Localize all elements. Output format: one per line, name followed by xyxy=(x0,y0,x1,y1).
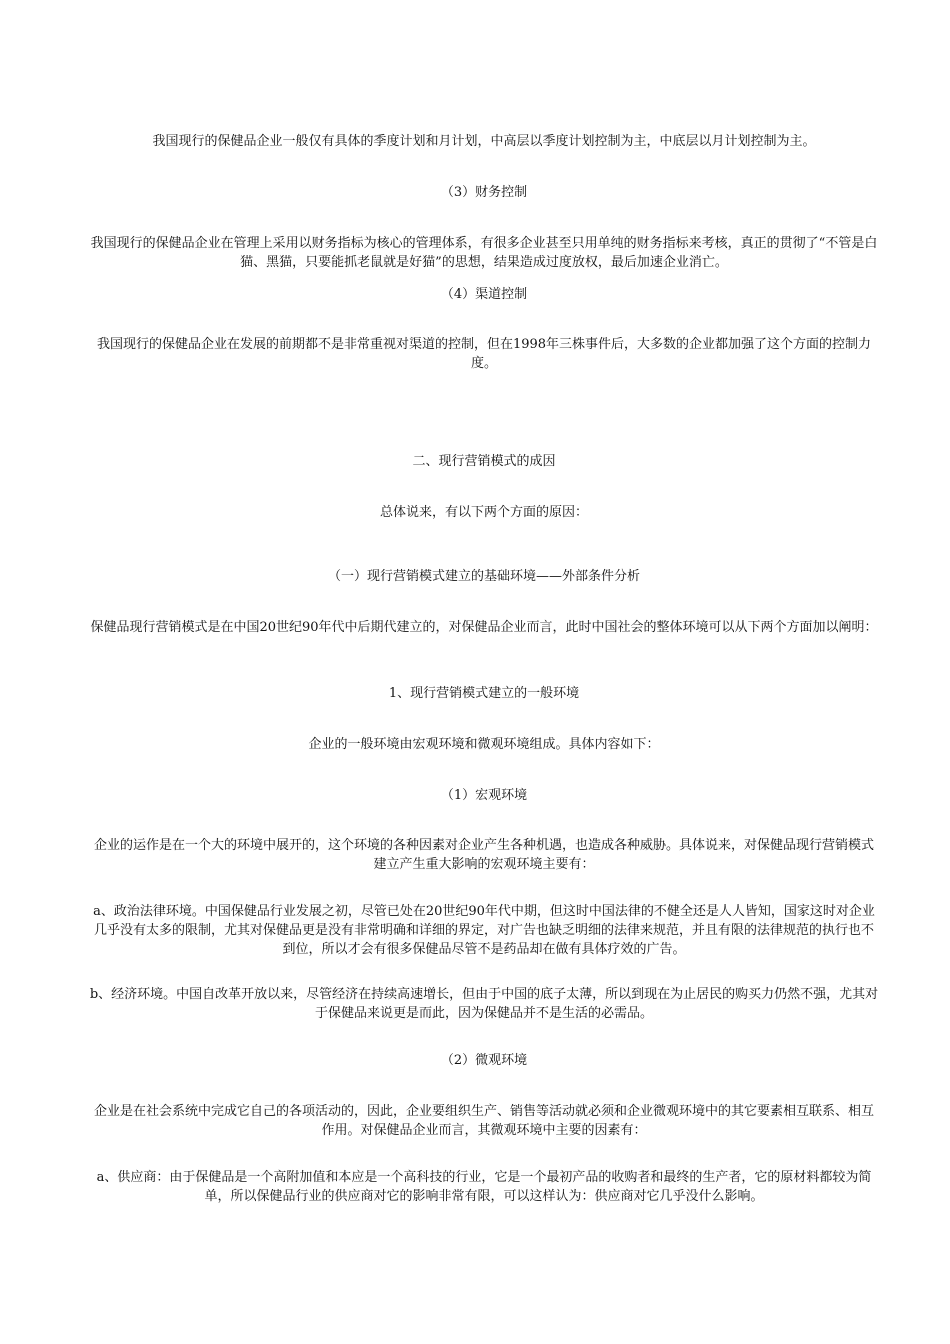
heading-general-environment: 1、现行营销模式建立的一般环境 xyxy=(388,686,580,701)
heading-micro-environment: （2）微观环境 xyxy=(440,1053,528,1068)
paragraph-financial-control: 我国现行的保健品企业在管理上采用以财务指标为核心的管理体系，有很多企业甚至只用单纯的财务指标来考核，真正的贯彻了“不管是白猫、黑猫，只要能抓老鼠就是好猫”的思想，结果造成过度放权，最后加速企业消亡。 xyxy=(90,236,878,270)
section-heading-causes: 二、现行营销模式的成因 xyxy=(412,454,556,469)
paragraph-economic: b、经济环境。中国自改革开放以来，尽管经济在持续高速增长，但由于中国的底子太薄，所以到现在为止居民的购买力仍然不强，尤其对于保健品来说更是而此，因为保健品并不是生活的必需品。 xyxy=(89,987,879,1021)
paragraph-suppliers: a、供应商：由于保健品是一个高附加值和本应是一个高科技的行业，它是一个最初产品的收购者和最终的生产者，它的原材料都较为简单，所以保健品行业的供应商对它的影响非常有限，可以这样认为：供应商对它几乎没什么影响。 xyxy=(96,1170,872,1204)
paragraph-channel-control: 我国现行的保健品企业在发展的前期都不是非常重视对渠道的控制，但在1998年三株事件后，大多数的企业都加强了这个方面的控制力度。 xyxy=(96,337,872,371)
paragraph-causes-intro: 总体说来，有以下两个方面的原因： xyxy=(379,505,588,520)
paragraph-macro-environment: 企业的运作是在一个大的环境中展开的，这个环境的各种因素对企业产生各种机遇，也造成各种威胁。具体说来，对保健品现行营销模式建立产生重大影响的宏观环境主要有： xyxy=(93,838,874,872)
paragraph-general-environment: 企业的一般环境由宏观环境和微观环境组成。具体内容如下： xyxy=(308,737,660,752)
paragraph-plan-control: 我国现行的保健品企业一般仅有具体的季度计划和月计划，中高层以季度计划控制为主，中底层以月计划控制为主。 xyxy=(152,134,816,149)
heading-financial-control: （3）财务控制 xyxy=(440,185,528,200)
heading-macro-environment: （1）宏观环境 xyxy=(440,788,528,803)
paragraph-political-legal: a、政治法律环境。中国保健品行业发展之初，尽管已处在20世纪90年代中期，但这时中国法律的不健全还是人人皆知，国家这时对企业几乎没有太多的限制，尤其对保健品更是没有非常明确和详细的界定，对广告也缺乏明细的法律来规范，并且有限的法律规范的执行也不到位，所以才会有很多保健品尽管不是药品却在做有具体疗效的广告。 xyxy=(93,904,875,957)
heading-channel-control: （4）渠道控制 xyxy=(440,287,528,302)
subsection-heading-external: （一）现行营销模式建立的基础环境——外部条件分析 xyxy=(327,569,640,584)
paragraph-external-intro: 保健品现行营销模式是在中国20世纪90年代中后期代建立的，对保健品企业而言，此时中国社会的整体环境可以从下两个方面加以阐明： xyxy=(90,620,878,635)
paragraph-micro-environment: 企业是在社会系统中完成它自己的各项活动的，因此，企业要组织生产、销售等活动就必须和企业微观环境中的其它要素相互联系、相互作用。对保健品企业而言，其微观环境中主要的因素有： xyxy=(93,1104,874,1138)
